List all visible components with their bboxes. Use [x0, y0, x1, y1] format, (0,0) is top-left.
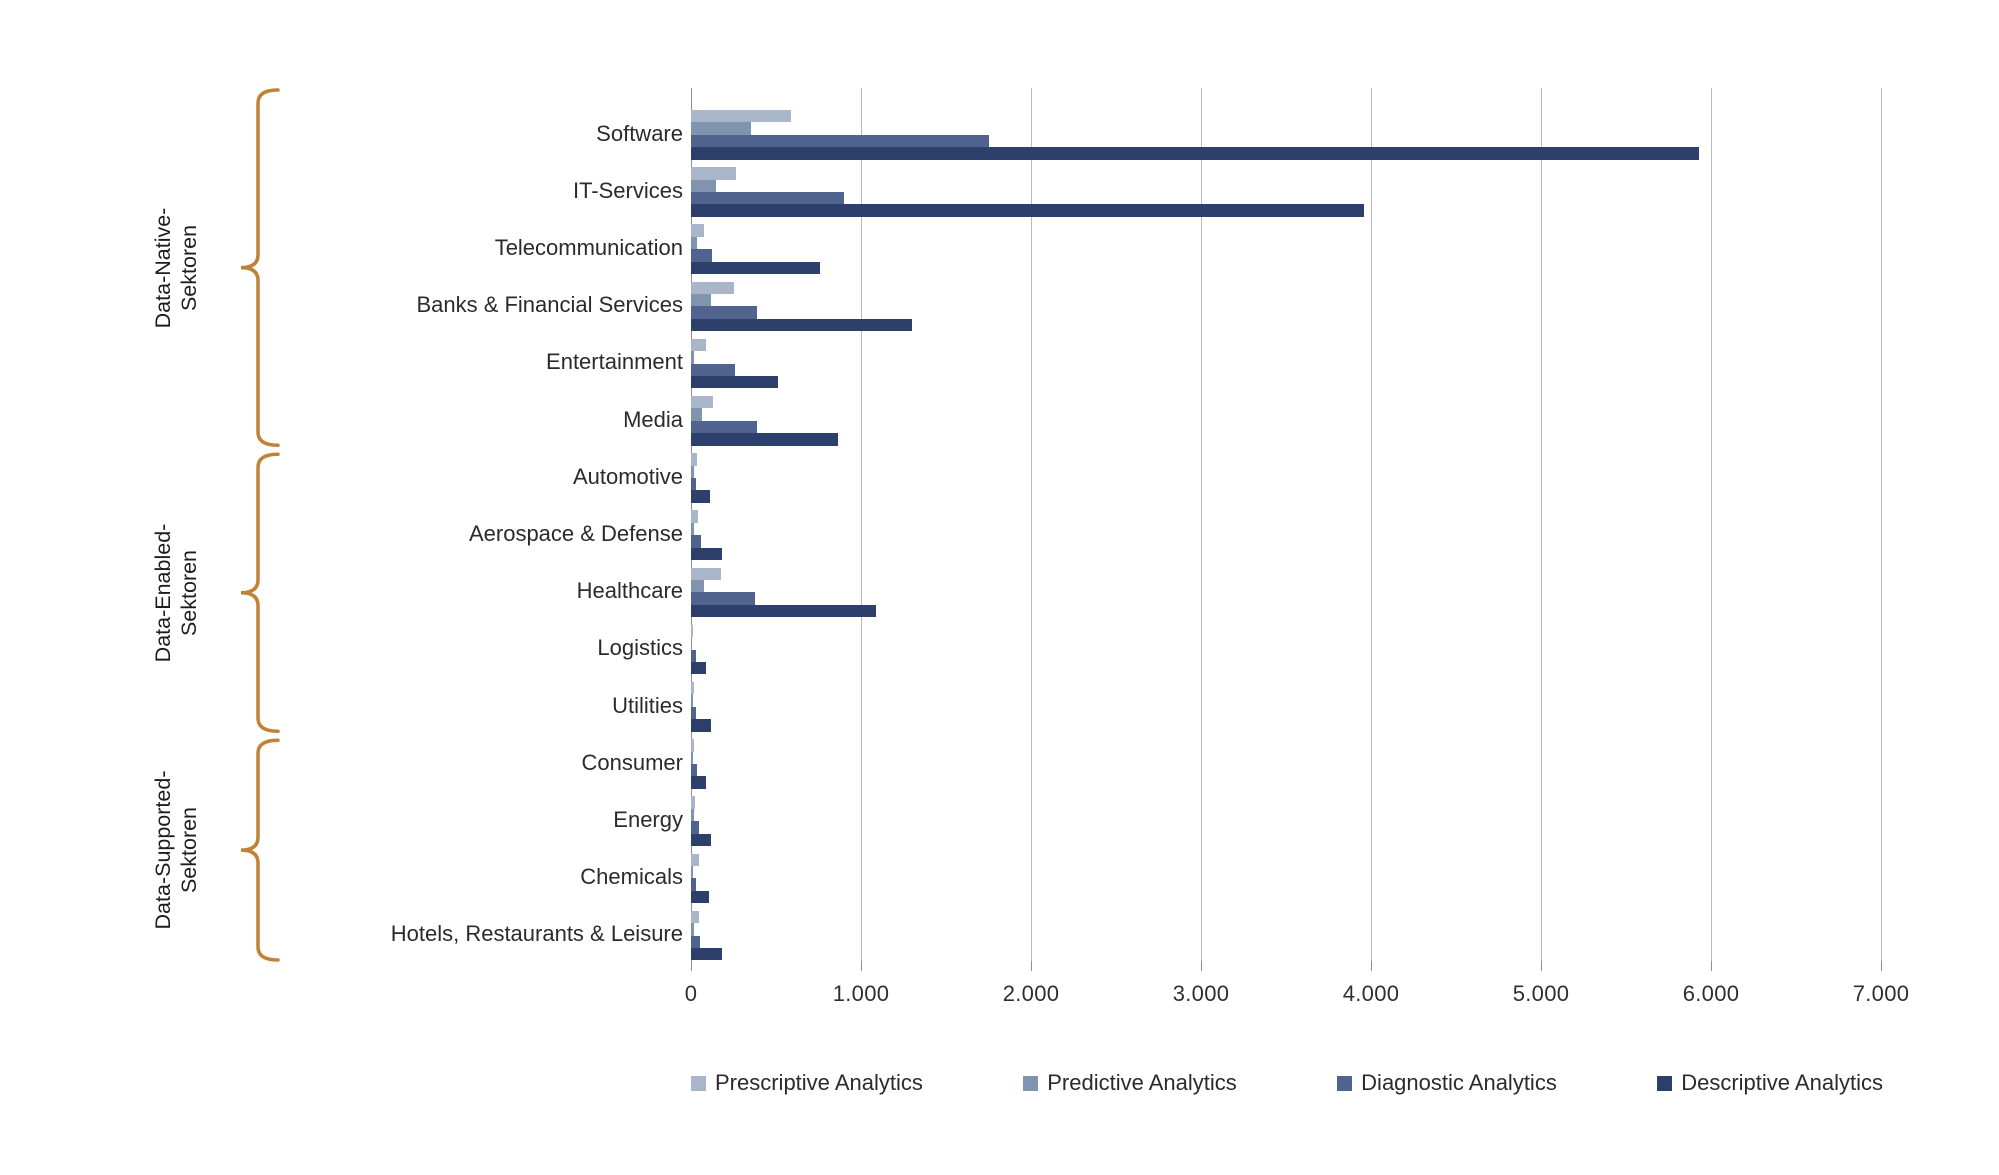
group-label-line: Data-Native-	[150, 207, 175, 328]
bar	[691, 936, 700, 948]
bar	[691, 662, 706, 674]
bar	[691, 592, 755, 604]
gridline	[1541, 88, 1542, 961]
bar	[691, 854, 699, 866]
bar	[691, 396, 713, 408]
category-label: Hotels, Restaurants & Leisure	[390, 921, 683, 947]
bar	[691, 167, 736, 179]
category-label: Chemicals	[580, 864, 683, 890]
legend-label: Predictive Analytics	[1047, 1070, 1237, 1095]
legend-label: Prescriptive Analytics	[715, 1070, 923, 1095]
category-label: IT-Services	[572, 177, 683, 203]
bar	[691, 523, 694, 535]
group-label-line: Data-Enabled-	[150, 523, 175, 663]
gridline	[1711, 88, 1712, 961]
gridline	[1201, 88, 1202, 961]
bar	[691, 237, 697, 249]
category-label: Automotive	[572, 463, 683, 489]
bar	[691, 796, 695, 808]
legend-swatch	[1337, 1076, 1352, 1091]
bar	[691, 568, 721, 580]
bar	[691, 192, 844, 204]
category-label: Telecommunication	[494, 235, 683, 260]
axis-tick	[1881, 961, 1882, 971]
bar	[691, 466, 694, 478]
bar	[691, 878, 696, 890]
group-label	[150, 207, 202, 328]
axis-tick	[1371, 961, 1372, 971]
bar	[691, 739, 694, 751]
bar	[691, 834, 711, 846]
axis-tick	[1031, 961, 1032, 971]
category-label: Aerospace & Defense	[468, 521, 683, 546]
bar	[691, 339, 706, 351]
gridline	[1031, 88, 1032, 961]
bar	[691, 923, 694, 935]
axis-tick	[691, 961, 692, 971]
legend-swatch	[1023, 1076, 1038, 1091]
group-label-line: Sektoren	[177, 807, 201, 894]
gridline	[1881, 88, 1882, 961]
group-label-line: Sektoren	[177, 549, 201, 636]
bar	[691, 637, 692, 649]
bar	[691, 682, 694, 694]
bar	[691, 294, 711, 306]
bar	[691, 262, 820, 274]
bar	[691, 510, 698, 522]
group-label-line: Sektoren	[177, 224, 201, 311]
x-tick-label: 4.000	[1342, 981, 1400, 1006]
x-tick-label: 1.000	[832, 981, 890, 1006]
category-label: Consumer	[581, 749, 683, 775]
legend-swatch	[691, 1076, 706, 1091]
bar	[691, 891, 709, 903]
bar	[691, 224, 704, 236]
bar	[691, 282, 734, 294]
bar	[691, 453, 697, 465]
x-tick-label: 5.000	[1512, 981, 1570, 1006]
x-tick-label: 3.000	[1172, 981, 1230, 1006]
axis-tick	[861, 961, 862, 971]
bar	[691, 605, 876, 617]
bar	[691, 319, 912, 331]
bar	[691, 376, 778, 388]
bar	[691, 911, 699, 923]
bar	[691, 719, 711, 731]
bar	[691, 625, 693, 637]
bar	[691, 490, 710, 502]
bar	[691, 147, 1699, 159]
bar	[691, 122, 751, 134]
bar	[691, 351, 694, 363]
axis-tick	[1541, 961, 1542, 971]
axis-tick	[1201, 961, 1202, 971]
category-label: Healthcare	[576, 578, 683, 604]
bar	[691, 650, 696, 662]
bar	[691, 580, 704, 592]
legend-item	[1657, 1070, 1883, 1096]
legend-label: Diagnostic Analytics	[1361, 1070, 1557, 1095]
bar	[691, 110, 791, 122]
bar	[691, 249, 712, 261]
group-label	[150, 771, 202, 930]
group-label-line: Data-Supported-	[150, 770, 175, 930]
group-label	[150, 523, 202, 662]
bar	[691, 694, 693, 706]
gridline	[861, 88, 862, 961]
bar	[691, 433, 838, 445]
bar	[691, 809, 694, 821]
bar	[691, 421, 757, 433]
category-label: Entertainment	[546, 349, 683, 375]
bar	[691, 548, 722, 560]
x-tick-label: 7.000	[1852, 981, 1910, 1006]
category-label: Software	[596, 120, 683, 146]
bar	[691, 204, 1364, 216]
bar	[691, 408, 702, 420]
category-label: Media	[623, 406, 683, 432]
bar	[691, 135, 989, 147]
x-tick-label: 6.000	[1682, 981, 1740, 1006]
bar	[691, 776, 706, 788]
category-label: Utilities	[612, 692, 683, 718]
legend-swatch	[1657, 1076, 1672, 1091]
legend-item	[1337, 1070, 1557, 1096]
x-tick-label: 2.000	[1002, 981, 1060, 1006]
bar	[691, 821, 699, 833]
x-tick-label: 0	[684, 981, 698, 1006]
bar	[691, 948, 722, 960]
legend-item	[691, 1070, 923, 1096]
legend-label: Descriptive Analytics	[1681, 1070, 1883, 1095]
bar	[691, 707, 696, 719]
axis-tick	[1711, 961, 1712, 971]
bar	[691, 478, 696, 490]
legend	[691, 1070, 1883, 1096]
gridline	[1371, 88, 1372, 961]
bar	[691, 535, 701, 547]
bar	[691, 364, 735, 376]
category-label: Logistics	[597, 635, 683, 661]
bar	[691, 764, 697, 776]
bar	[691, 752, 693, 764]
legend-item	[1023, 1070, 1237, 1096]
bar	[691, 866, 693, 878]
bar	[691, 306, 757, 318]
category-label: Banks & Financial Services	[416, 292, 683, 318]
bar	[691, 180, 716, 192]
category-label: Energy	[613, 807, 683, 832]
